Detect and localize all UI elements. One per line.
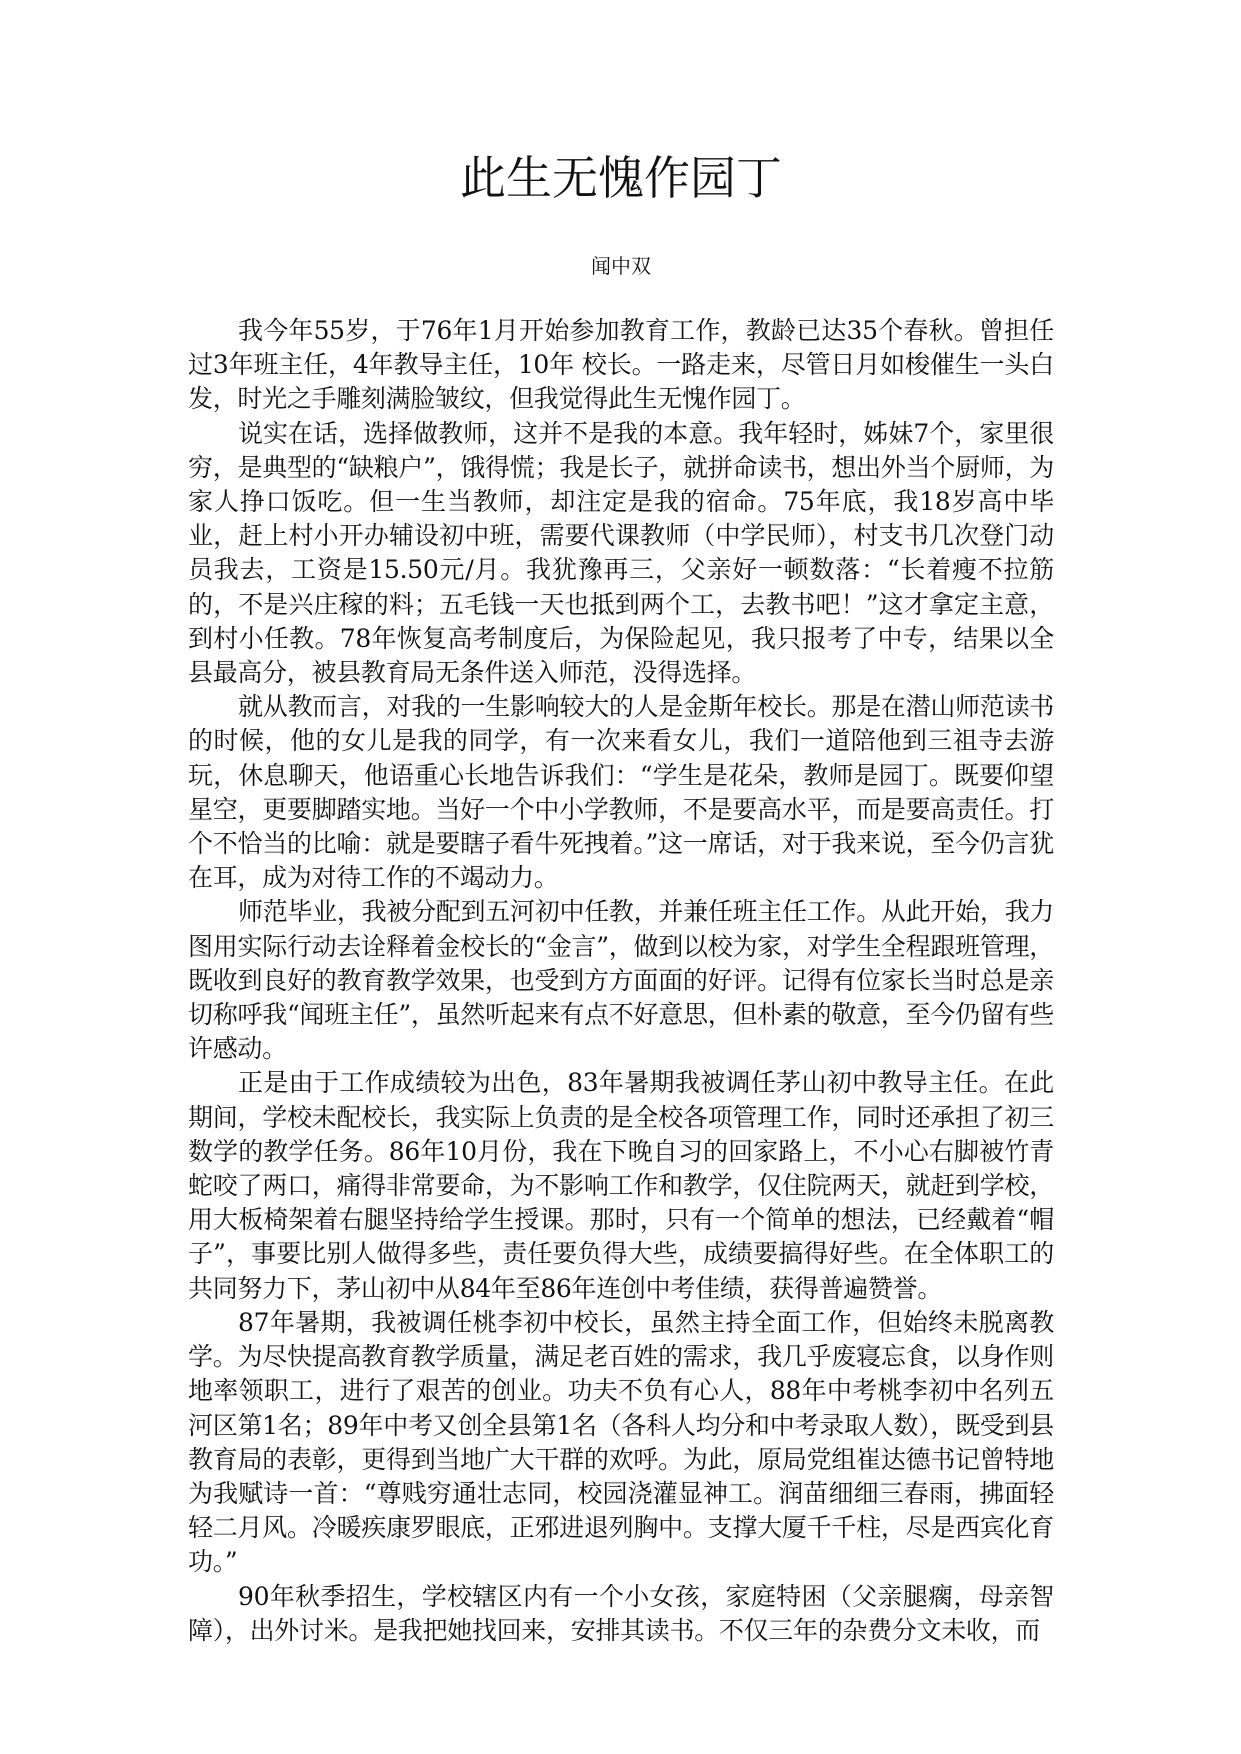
- paragraph: 87年暑期，我被调任桃李初中校长，虽然主持全面工作，但始终未脱离教学。为尽快提高教育教学质量，满足老百姓的需求，我几乎废寝忘食，以身作则地率领职工，进行了艰苦的创业。功夫不负有心人，88年中考桃李初中名列五河区第1名；89年中考又创全县第1名（各科人均分和中考录取人数），既受到县教育局的表彰，更得到当地广大干群的欢呼。为此，原局党组崔达德书记曾特地为我赋诗一首：“尊贱穷通壮志同，校园浇灌显神工。润苗细细三春雨，拂面轻轻二月风。冷暖疾康罗眼底，正邪进退列胸中。支撑大厦千千柱，尽是西宾化育功。”: [188, 1307, 1054, 1577]
- document-title: 此生无愧作园丁: [460, 151, 782, 205]
- paragraph: 就从教而言，对我的一生影响较大的人是金斯年校长。那是在潜山师范读书的时候，他的女儿是我的同学，有一次来看女儿，我们一道陪他到三祖寺去游玩，休息聊天，他语重心长地告诉我们：“学生是花朵，教师是园丁。既要仰望星空，更要脚踏实地。当好一个中小学教师，不是要高水平，而是要高责任。打个不恰当的比喻：就是要瞎子看牛死拽着。”这一席话，对于我来说，至今仍言犹在耳，成为对待工作的不竭动力。: [188, 692, 1054, 893]
- paragraph: 我今年55岁，于76年1月开始参加教育工作，教龄已达35个春秋。曾担任过3年班主任，4年教导主任，10年 校长。一路走来，尽管日月如梭催生一头白发，时光之手雕刻满脸皱纹，但我觉得此生无愧作园丁。: [188, 316, 1054, 414]
- author-name: 闻中双: [591, 254, 651, 278]
- paragraph: 师范毕业，我被分配到五河初中任教，并兼任班主任工作。从此开始，我力图用实际行动去诠释着金校长的“金言”，做到以校为家，对学生全程跟班管理，既收到良好的教育教学效果，也受到方方面面的好评。记得有位家长当时总是亲切称呼我“闻班主任”，虽然听起来有点不好意思，但朴素的敬意，至今仍留有些许感动。: [188, 897, 1054, 1064]
- paragraph: 90年秋季招生，学校辖区内有一个小女孩，家庭特困（父亲腿瘸，母亲智障），出外讨米。是我把她找回来，安排其读书。不仅三年的杂费分文未收，而: [188, 1581, 1054, 1645]
- paragraph: 说实在话，选择做教师，这并不是我的本意。我年轻时，姊妹7个，家里很穷，是典型的“缺粮户”，饿得慌；我是长子，就拼命读书，想出外当个厨师，为家人挣口饭吃。但一生当教师，却注定是我的宿命。75年底，我18岁高中毕业，赶上村小开办辅设初中班，需要代课教师（中学民师），村支书几次登门动员我去，工资是15.50元/月。我犹豫再三，父亲好一顿数落：“长着瘦不拉筋的，不是兴庄稼的料；五毛钱一天也抵到两个工，去教书吧！”这才拿定主意，到村小任教。78年恢复高考制度后，为保险起见，我只报考了中专，结果以全县最高分，被县教育局无条件送入师范，没得选择。: [188, 418, 1054, 688]
- article-body: [188, 314, 1054, 1648]
- paragraph: 正是由于工作成绩较为出色，83年暑期我被调任茅山初中教导主任。在此期间，学校未配校长，我实际上负责的是全校各项管理工作，同时还承担了初三数学的教学任务。86年10月份，我在下晚自习的回家路上，不小心右脚被竹青蛇咬了两口，痛得非常要命，为不影响工作和教学，仅住院两天，就赶到学校，用大板椅架着右腿坚持给学生授课。那时，只有一个简单的想法，已经戴着“帽子”，事要比别人做得多些，责任要负得大些，成绩要搞得好些。在全体职工的共同努力下，茅山初中从84年至86年连创中考佳绩，获得普遍赞誉。: [188, 1068, 1054, 1303]
